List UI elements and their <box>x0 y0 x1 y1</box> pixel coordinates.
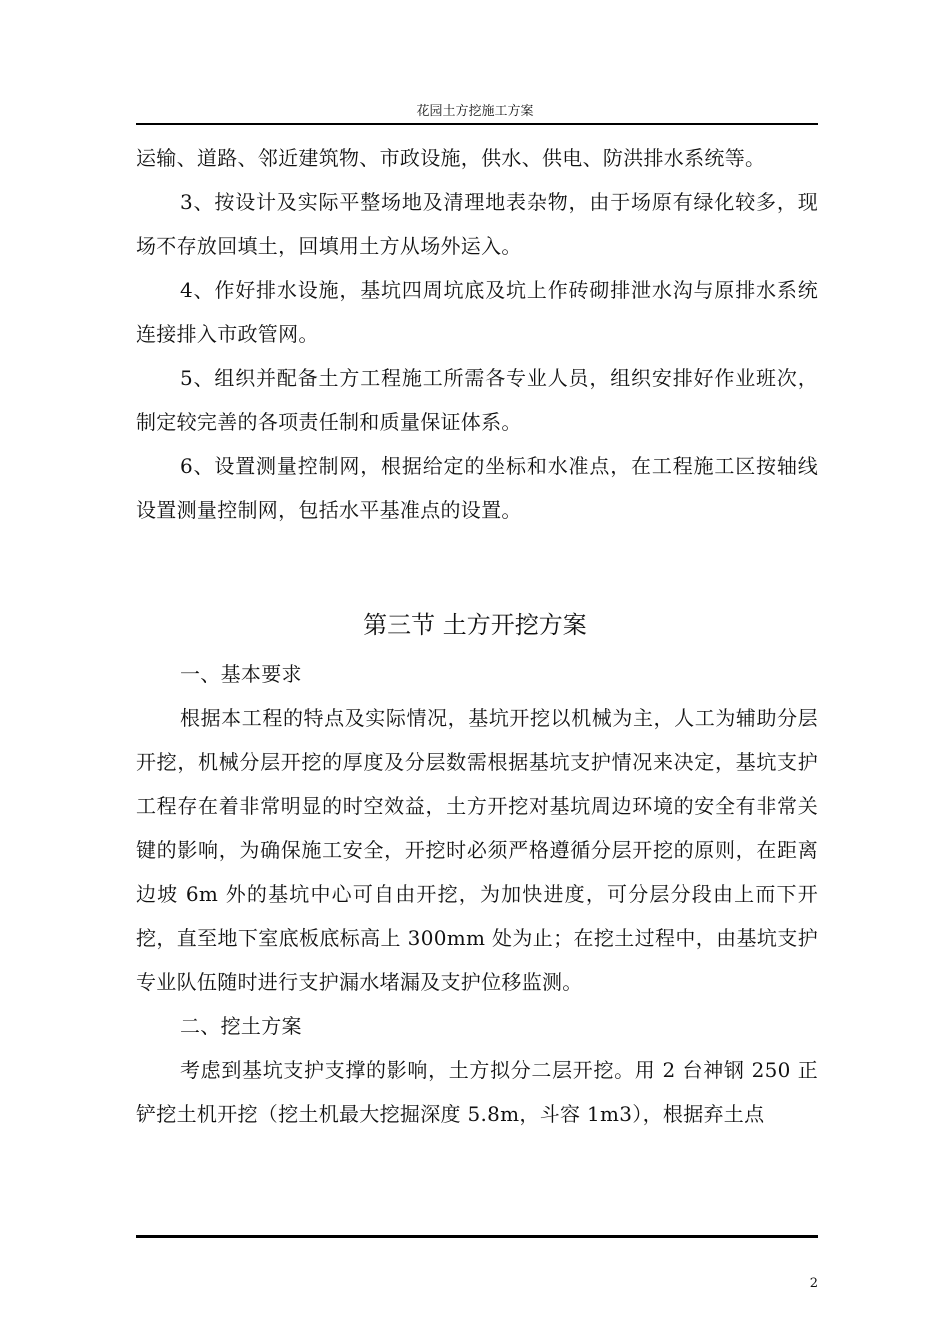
paragraph-continuation: 运输、道路、邻近建筑物、市政设施，供水、供电、防洪排水系统等。 <box>136 146 766 170</box>
paragraph-requirements: 根据本工程的特点及实际情况，基坑开挖以机械为主，人工为辅助分层开挖，机械分层开挖的厚度及分层数需根据基坑支护情况来决定，基坑支护工程存在着非常明显的时空效益，土方开挖对基坑周边环境的安全有非常关键的影响，为确保施工安全，开挖时必须严格遵循分层开挖的原则，在距离边坡 6m 外的基坑中心可自由开挖，为加快进度，可分层分段由上而下开挖，直至地下室底板底标高上 300mm 处为止；在挖土过程中，由基坑支护专业队伍随时进行支护漏水堵漏及支护位移监测。 <box>136 706 818 994</box>
paragraph-item-4: 4、作好排水设施，基坑四周坑底及坑上作砖砌排泄水沟与原排水系统连接排入市政管网。 <box>136 278 818 346</box>
subsection-heading-requirements: 一、基本要求 <box>180 662 302 686</box>
paragraph-item-3: 3、按设计及实际平整场地及清理地表杂物，由于场原有绿化较多，现场不存放回填土，回填用土方从场外运入。 <box>136 190 818 258</box>
top-text-block <box>136 136 818 532</box>
header-rule <box>136 123 818 125</box>
paragraph-item-6: 6、设置测量控制网，根据给定的坐标和水准点，在工程施工区按轴线设置测量控制网，包括水平基准点的设置。 <box>136 454 818 522</box>
section-title: 第三节 土方开挖方案 <box>363 611 587 639</box>
footer-rule <box>136 1235 818 1238</box>
paragraph-item-5: 5、组织并配备土方工程施工所需各专业人员，组织安排好作业班次，制定较完善的各项责任制和质量保证体系。 <box>136 366 818 434</box>
subsection-heading-excavation-plan: 二、挖土方案 <box>180 1014 302 1038</box>
page-number: 2 <box>809 1276 818 1291</box>
section-text-block <box>136 652 818 1136</box>
paragraph-excavation-plan: 考虑到基坑支护支撑的影响，土方拟分二层开挖。用 2 台神钢 250 正铲挖土机开挖（挖土机最大挖掘深度 5.8m，斗容 1m3），根据弃土点 <box>136 1058 818 1126</box>
header-title: 花园土方挖施工方案 <box>416 104 534 119</box>
